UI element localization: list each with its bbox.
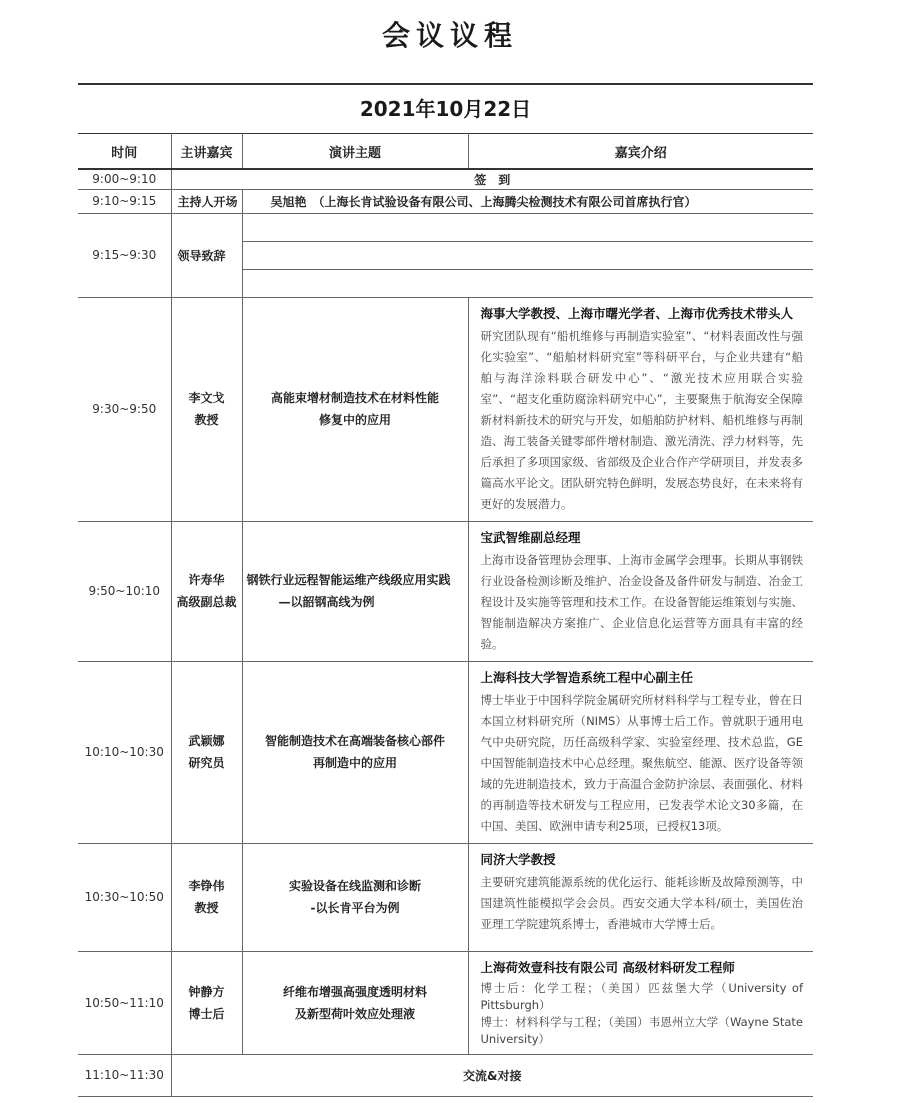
- row-time: 11:10~11:30: [78, 1054, 171, 1096]
- speaker-title: 教授: [194, 413, 219, 427]
- title-divider: [78, 83, 813, 85]
- row-topic: [242, 521, 468, 661]
- intro-text: 博士毕业于中国科学院金属研究所材料科学与工程专业，曾在日本国立材料研究所（NIMS）从事博士后工作。曾就职于通用电气中央研究院，历任高级科学家、实验室经理、技术总监，GE中国智能制造技术中心总经理。聚焦航空、能源、医疗设备等领域的先进制造技术，致力于高温合金防护涂层、表面强化、材料的再制造等技术研发与工程应用，已发表学术论文30多篇，在中国、美国、欧洲申请专利25项，已授权13项。: [480, 692, 803, 833]
- row-speaker: [171, 521, 242, 661]
- intro-heading: 上海科技大学智造系统工程中心副主任: [480, 669, 694, 685]
- blank-line: [242, 213, 813, 241]
- row-topic: [242, 843, 468, 951]
- speaker-name: 许寿华: [188, 573, 225, 587]
- speaker-title: 研究员: [188, 756, 225, 770]
- topic-line: 实验设备在线监测和诊断: [288, 879, 421, 893]
- speaker-title: 博士后: [188, 1006, 225, 1021]
- table-row: [78, 521, 813, 661]
- table-row: [78, 189, 813, 213]
- row-intro: [468, 951, 813, 1054]
- intro-text: 主要研究建筑能源系统的优化运行、能耗诊断及故障预测等，中国建筑性能模拟学会会员。西安交通大学本科/硕士，美国佐治亚理工学院建筑系博士，香港城市大学博士后。: [480, 874, 803, 931]
- header-intro: 嘉宾介绍: [468, 134, 813, 170]
- agenda-table: [78, 133, 813, 1097]
- row-time: 9:50~10:10: [78, 521, 171, 661]
- row-merged: 交流&对接: [171, 1054, 813, 1096]
- table-row: [78, 843, 813, 951]
- row-intro: [468, 297, 813, 521]
- table-row: [78, 951, 813, 1054]
- agenda-date: 2021年10月22日: [359, 97, 532, 121]
- topic-line: 再制造中的应用: [312, 756, 397, 770]
- header-time: 时间: [78, 134, 171, 170]
- row-intro: [468, 661, 813, 843]
- speaker-title: 高级副总裁: [176, 595, 237, 609]
- topic-line: 纤维布增强高强度透明材料: [282, 984, 427, 999]
- intro-text: 博士后：化学工程；（美国）匹兹堡大学（University of Pittsburgh） 博士：材料科学与工程；（美国）韦恩州立大学（Wayne State University）: [480, 980, 803, 1046]
- intro-heading: 同济大学教授: [480, 851, 556, 867]
- row-speaker: [171, 843, 242, 951]
- header-topic: 演讲主题: [242, 134, 468, 170]
- speaker-name: 武颖娜: [188, 734, 225, 748]
- row-topic: [242, 951, 468, 1054]
- row-time: 9:15~9:30: [78, 213, 171, 297]
- speaker-name: 李文戈: [188, 391, 225, 405]
- row-time: 9:00~9:10: [78, 169, 171, 189]
- topic-line: 及新型荷叶效应处理液: [294, 1006, 415, 1021]
- intro-text: 研究团队现有“船机维修与再制造实验室”、“材料表面改性与强化实验室”、“船舶材料研究室”等科研平台，与企业共建有“船舶与海洋涂料联合研发中心”、“激光技术应用联合实验室”、“超支化重防腐涂料研究中心”，主要聚焦于航海安全保障新材料新技术的研究与开发，如船舶防护材料、船机维修与再制造、海工装备关键零部件增材制造、激光清洗、浮力材料等，先后承担了多项国家级、省部级及企业合作产学研项目，并发表多篇高水平论文。团队研究特色鲜明，发展态势良好，在未来将有更好的发展潜力。: [480, 328, 803, 511]
- blank-line: [242, 241, 813, 269]
- intro-heading: 上海荷效壹科技有限公司 高级材料研发工程师: [480, 959, 735, 975]
- speaker-name: 钟静方: [188, 984, 225, 999]
- row-time: 10:30~10:50: [78, 843, 171, 951]
- row-speaker: 主持人开场: [171, 189, 242, 213]
- row-speaker: [171, 297, 242, 521]
- speaker-title: 教授: [194, 901, 219, 915]
- row-speaker: [171, 951, 242, 1054]
- table-row: [78, 169, 813, 189]
- row-time: 10:10~10:30: [78, 661, 171, 843]
- row-intro: [468, 521, 813, 661]
- table-row: [78, 213, 813, 241]
- row-speaker: 领导致辞: [171, 213, 242, 297]
- row-time: 9:10~9:15: [78, 189, 171, 213]
- intro-heading: 宝武智维副总经理: [480, 529, 581, 545]
- speaker-name: 李铮伟: [188, 879, 225, 893]
- blank-line: [242, 269, 813, 297]
- row-topic: [242, 661, 468, 843]
- table-header-row: [78, 134, 813, 170]
- intro-text: 上海市设备管理协会理事、上海市金属学会理事。长期从事钢铁行业设备检测诊断及维护、冶金设备及备件研发与制造、冶金工程设计及实施等管理和技术工作。在设备智能运维策划与实施、智能制造解决方案推广、企业信息化运营等方面具有丰富的经验。: [480, 552, 803, 651]
- row-time: 10:50~11:10: [78, 951, 171, 1054]
- topic-line: —以韶钢高线为例: [278, 595, 375, 609]
- row-speaker: [171, 661, 242, 843]
- row-merged: 签 到: [171, 169, 813, 189]
- topic-line: 钢铁行业远程智能运维产线级应用实践: [246, 573, 451, 587]
- row-topic: [242, 297, 468, 521]
- table-row: [78, 297, 813, 521]
- topic-line: -以长肯平台为例: [310, 901, 400, 915]
- table-row: [78, 661, 813, 843]
- row-merged: 吴旭艳 （上海长肯试验设备有限公司、上海腾尖检测技术有限公司首席执行官）: [242, 189, 813, 213]
- header-speaker: 主讲嘉宾: [171, 134, 242, 170]
- topic-line: 高能束增材制造技术在材料性能: [270, 391, 439, 405]
- topic-line: 智能制造技术在高端装备核心部件: [264, 734, 445, 748]
- page-title: 会议议程: [381, 19, 518, 52]
- topic-line: 修复中的应用: [318, 413, 391, 427]
- row-time: 9:30~9:50: [78, 297, 171, 521]
- intro-heading: 海事大学教授、上海市曙光学者、上海市优秀技术带头人: [480, 305, 794, 321]
- table-row: [78, 1054, 813, 1096]
- row-intro: [468, 843, 813, 951]
